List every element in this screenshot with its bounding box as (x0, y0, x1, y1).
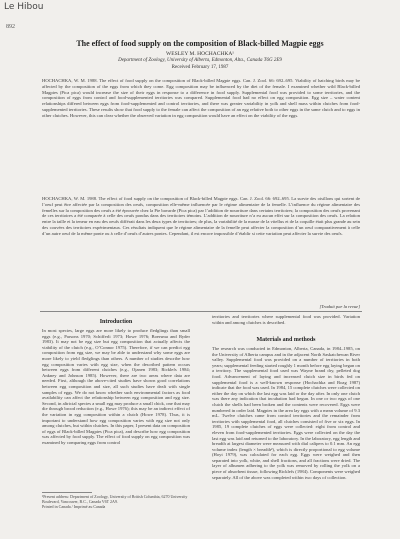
article-title: The effect of food supply on the composition of Black-billed Magpie eggs (76, 39, 324, 48)
affiliation-line: Department of Zoology, University of Alberta, Edmonton, Alta., Canada T6G 2E9 (118, 58, 282, 63)
methods-heading: Materials and methods (256, 337, 316, 343)
page-number: 892 (6, 24, 15, 30)
introduction-heading: Introduction (99, 319, 133, 325)
introduction-text: In most species, large eggs are more likely to produce fledglings than small eggs (e.g., Parsons 1970; Schifferli 1973; Howe 1976; Boersma and Ryder 1983). It may not be egg size but egg composition that actually affects the viability of the clutch (e.g., O’Connor 1975). Therefore, if we can predict egg composition from egg size, we may be able to understand why some eggs are more likely to yield fledglings than others. A number of studies describe how egg composition varies with egg size, when the described pattern occurs between eggs from different clutches (e.g., Ojanen 1983; Ricklefs 1984; Ankney and Johnson 1985). However, there are two areas where data are needed. First, although the above-cited studies have shown good correlations between egg composition and size, all such studies have dealt with single samples of eggs. We do not know whether such environmental factors as food availability can affect the relationship between egg composition and egg size. Second, in altricial species a small egg may produce a small chick, one that may die through brood reduction (e.g., Howe 1976); this may be an indirect effect of the variation in egg composition within a clutch (Howe 1978). Thus, it is important to understand how egg composition varies with egg size not only among clutches, but within clutches. In this paper, I present data on composition of eggs of Black-billed Magpies (Pica pica), and describe how egg composition was affected by food supply. The effect of food supply on egg composition was examined by comparing eggs from control (42, 328, 190, 445)
abstract-french-text: La survie des oisillons qui sortent de l’oeuf peut être affectée par la composition des oeufs, composition elle-même influencée par le régime alimentaire de la femelle. L’influence du régime alimentaire des femelles sur la composition des oeufs a été éprouvée chez la Pie bavarde (Pica pica) par l’addition de nourriture dans certains territoires; la composition des oeufs provenant de ces territoires a été comparée à celle des oeufs pondus dans des territoires témoins. L’addition de nourriture n’a eu aucun effet sur la composition des oeufs. La relation entre la taille et la teneur en eau des oeufs différait dans les deux types de territoires; de plus, la variabilité de la masse de la vitellus et de la coquille était plus grande au sein des couvées des territoires expérimentaux. Ces résultats indiquent que le régime alimentaire de la femelle peut affecter la composition d’un oeuf comparativement à celle d’un autre oeuf de la même ponte ou à celle d’oeufs d’autres pontes. Cependant, il est encore impossible d’établir si cette variation peut affecter la survie des oeufs. (42, 196, 360, 236)
source-stamp: Le Hibou (4, 2, 44, 12)
footnote-printed: Printed in Canada / Imprimé au Canada (42, 504, 106, 509)
footnote-address: ¹Present address: Department of Zoology, University of British Columbia, 6270 University Boulevard, Vancouver, B.C., Canada V6T 2A9. (42, 494, 188, 504)
received-date: Received February 17, 1987 (171, 65, 229, 70)
abstract-english-citation: HOCHACHKA, W. M. 1988. The effect of food supply on the composition of Black-billed Magpie eggs. Can. J. Zool. 66: 692–695. (42, 78, 294, 83)
introduction-continued: territories and territories where supplemental food was provided. Variation within and among clutches is described. (212, 314, 360, 325)
abstract-english (42, 78, 360, 184)
translator-note: [Traduit par la revue] (319, 304, 360, 309)
footnote-divider (42, 492, 92, 493)
methods-text: The research was conducted in Edmonton, Alberta, Canada, in 1984–1985, on the University of Alberta campus and in the adjacent North Saskatchewan River valley. Supplemental food was provided on a number of territories in both years; supplemental feeding started roughly 1 month before egg laying began on a territory. The supplemental food used was Wayne brand dry, pelleted dog food. Advancement of laying and increased clutch size in birds fed on supplemental food is a well-known response (Hochachka and Boag 1987) indicate that the food was used. In 1984, 15 complete clutches were collected on either the day on which the last egg was laid or the day after. In only one clutch was there any indication that incubation had begun. In one or two eggs of one clutch the shells had been broken and the contents were recovered. Eggs were numbered in order laid. Magpies in the area lay eggs with a mean volume of 9.3 mL. Twelve clutches came from control territories and the remainder from territories with supplemental food, all clutches consisted of five or six eggs. In 1985, 19 complete clutches of eggs were collected: eight from control and eleven from food-supplemented territories. Eggs were collected on the day the last egg was laid and returned to the laboratory. In the laboratory, egg length and breadth at largest diameter were measured with dial calipers to 0.1 mm. An egg volume index (length × breadth²), which is directly proportional to egg volume (Hoyt 1979), was calculated for each egg. Eggs were weighed and then separated into yolk, white, and shell fractions, and all fractions were dried. The layer of albumen adhering to the yolk was removed by rolling the yolk on a piece of absorbent tissue, following Ricklefs (1984). Components were weighed separately. All of the above was completed within two days of collection. (212, 346, 360, 480)
abstract-french-citation: HOCHACHKA, W. M. 1988. The effect of food supply on the composition of Black-billed Magpie eggs. Can. J. Zool. 66: 692–695. (42, 196, 290, 201)
footnote (42, 494, 190, 509)
abstract-english-text: Viability of hatching birds may be affected by the composition of the eggs from which they come. Egg composition may be influenced by the diet of the female. I examined whether wild Black-billed Magpies (Pica pica) would increase the size of their eggs in response to a difference in food supply. Supplemental food was provided to some territories, and the composition of eggs from control and food-supplemented territories was compared. Supplemental food had no effect on egg composition. Egg size – water content relationships differed between eggs from food-supplemented and control territories, and there was greater variability in yolk and shell mass within clutches from food-supplemented territories. These results show that food supply to the female can affect the composition of an egg relative both to other eggs in the same clutch and to eggs in other clutches. However, this can clear whether the observed variation in egg composition would have an effect on the viability of the eggs. (42, 78, 360, 118)
abstract-french (42, 196, 360, 302)
section-divider (40, 311, 362, 312)
author-line: WESLEY M. HOCHACHKA¹ (166, 51, 234, 57)
